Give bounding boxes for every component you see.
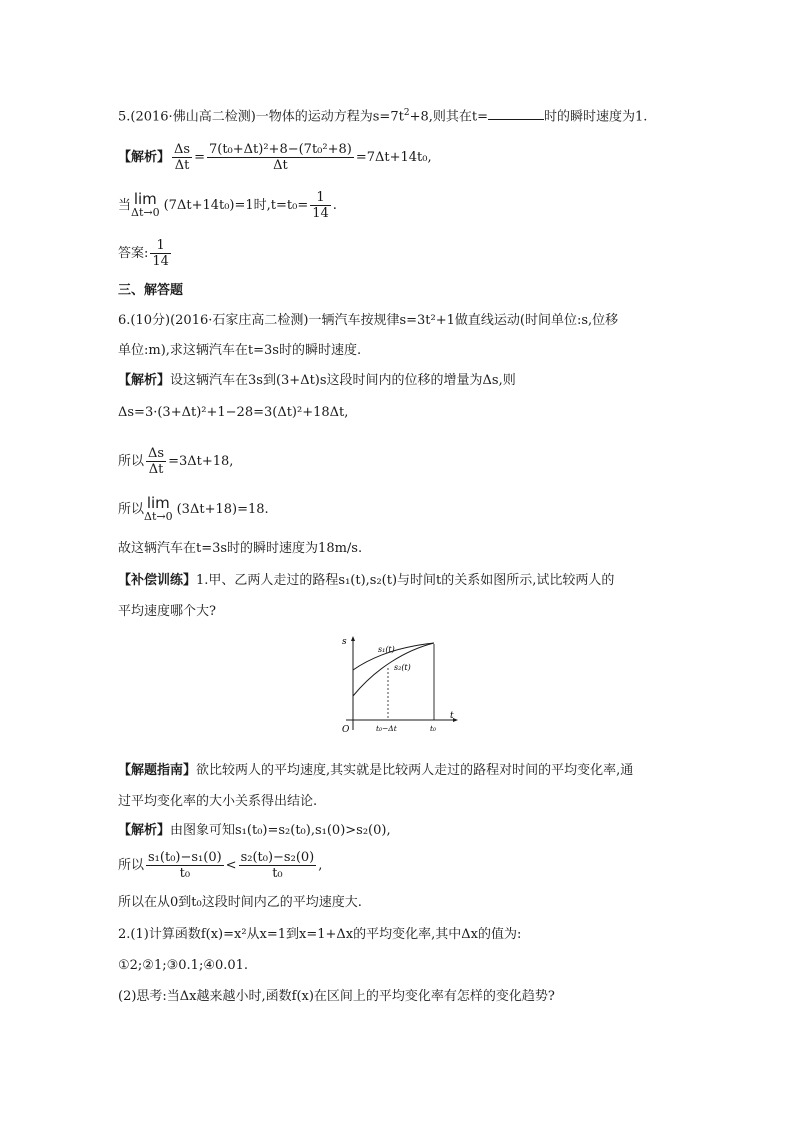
answer-blank — [488, 107, 544, 120]
fraction-denominator: Δt — [273, 158, 288, 173]
fraction-denominator: 14 — [152, 254, 169, 269]
problem-5-text-end: 时的瞬时速度为1. — [543, 109, 648, 125]
limit-subscript: Δt→0 — [144, 510, 173, 523]
ratio-result: =3Δt+18, — [168, 454, 234, 469]
problem-6-solution — [118, 372, 516, 390]
so-prefix: 所以 — [118, 502, 145, 517]
problem-5-limit — [118, 190, 337, 221]
fraction-numerator: 1 — [150, 238, 171, 254]
solution-guide — [118, 762, 633, 780]
guide-tag: 【解题指南】 — [118, 763, 197, 778]
fraction-denominator: Δt — [174, 158, 190, 173]
origin-label: O — [342, 725, 350, 735]
guide-text: 欲比较两人的平均速度,其实就是比较两人走过的路程对时间的平均变化率,通 — [196, 763, 634, 778]
problem-5 — [118, 104, 647, 126]
x-axis-label: t — [450, 711, 454, 721]
fraction-s1-rate — [146, 850, 224, 881]
exponent: 2 — [403, 108, 410, 118]
solution-result: =7Δt+14t₀, — [355, 150, 432, 165]
limit-symbol: lim — [146, 494, 170, 512]
equals-sign: = — [194, 150, 205, 165]
problem-6-line-1: 6.(10分)(2016·石家庄高二检测)一辆汽车按规律s=3t²+1做直线运动(时间单位:s,位移 — [118, 313, 619, 328]
solution-text: 设这辆汽车在3s到(3+Δt)s这段时间内的位移的增量为Δs,则 — [170, 373, 516, 388]
fraction-numerator: 7(t₀+Δt)²+8−(7t₀²+8) — [208, 142, 352, 157]
fraction-ds-dt — [146, 446, 166, 477]
fraction-1-14 — [310, 190, 331, 221]
supplementary-inequality — [118, 850, 322, 881]
limit-end: . — [332, 198, 337, 213]
solution-tag: 【解析】 — [118, 823, 171, 838]
solution-guide-line-2: 过平均变化率的大小关系得出结论. — [118, 794, 318, 809]
fraction-numerator: s₂(t₀)−s₂(0) — [240, 850, 315, 865]
supplementary-tag: 【补偿训练】 — [118, 573, 197, 588]
fraction-denominator: 14 — [312, 206, 329, 221]
tick-t0-minus-dt: t₀−Δt — [376, 724, 397, 733]
limit-result: (3Δt+18)=18. — [176, 502, 269, 517]
fraction-numerator: 1 — [310, 190, 331, 206]
distance-time-graph — [336, 634, 460, 738]
supplementary-q2-line-1: 2.(1)计算函数f(x)=x²从x=1到x=1+Δx的平均变化率,其中Δx的值为: — [118, 927, 522, 942]
problem-5-text-mid: +8,则其在t= — [409, 109, 488, 125]
fraction-expansion — [207, 142, 354, 173]
less-than-sign: < — [225, 858, 237, 873]
problem-5-text: 5.(2016·佛山高二检测)一物体的运动方程为s=7t — [118, 109, 404, 125]
problem-6-limit — [118, 496, 269, 523]
y-axis-arrow — [351, 636, 355, 641]
so-prefix: 所以 — [118, 858, 145, 873]
so-prefix: 所以 — [118, 454, 145, 469]
limit-symbol: lim — [133, 190, 157, 208]
limit-operator — [131, 192, 160, 219]
fraction-denominator: Δt — [148, 462, 164, 477]
supplementary-q1 — [118, 572, 614, 590]
fraction-ds-dt — [172, 142, 192, 173]
fraction-numerator: Δs — [174, 142, 191, 157]
limit-prefix: 当 — [118, 198, 132, 213]
problem-5-solution — [118, 142, 432, 173]
fraction-s2-rate — [239, 850, 317, 881]
tick-t0: t₀ — [430, 724, 437, 733]
curve-s1-label: s₁(t) — [378, 645, 395, 654]
problem-6-line-2: 单位:m),求这辆汽车在t=3s时的瞬时速度. — [118, 343, 362, 358]
supplementary-q2-line-3: (2)思考:当Δx越来越小时,函数f(x)在区间上的平均变化率有怎样的变化趋势? — [118, 989, 555, 1004]
inequality-end: , — [318, 858, 323, 873]
x-axis-arrow — [453, 718, 458, 722]
problem-6-delta-s: Δs=3·(3+Δt)²+1−28=3(Δt)²+18Δt, — [118, 405, 349, 420]
solution-tag: 【解析】 — [118, 373, 171, 388]
fraction-denominator: t₀ — [272, 866, 283, 881]
curve-s2-label: s₂(t) — [394, 663, 411, 672]
fraction-numerator: Δs — [148, 446, 165, 461]
problem-5-answer — [118, 238, 173, 269]
supplementary-solution — [118, 822, 391, 840]
limit-body: (7Δt+14t₀)=1时,t=t₀= — [163, 198, 309, 213]
supplementary-conclusion: 所以在从0到t₀这段时间内乙的平均速度大. — [118, 895, 362, 910]
limit-operator — [144, 496, 173, 523]
problem-6-ratio — [118, 446, 233, 477]
supplementary-q2-line-2: ①2;②1;③0.1;④0.01. — [118, 958, 249, 973]
y-axis-label: s — [342, 637, 347, 647]
answer-label: 答案: — [118, 246, 149, 261]
q1-text: 1.甲、乙两人走过的路程s₁(t),s₂(t)与时间t的关系如图所示,试比较两人的 — [196, 573, 615, 588]
fraction-numerator: s₁(t₀)−s₁(0) — [148, 850, 222, 865]
solution-text: 由图象可知s₁(t₀)=s₂(t₀),s₁(0)>s₂(0), — [170, 823, 391, 838]
fraction-denominator: t₀ — [179, 866, 191, 881]
solution-tag: 【解析】 — [118, 150, 171, 165]
limit-subscript: Δt→0 — [131, 206, 160, 219]
section-heading: 三、解答题 — [118, 283, 184, 298]
supplementary-q1-line-2: 平均速度哪个大? — [118, 604, 216, 619]
answer-fraction — [150, 238, 171, 269]
problem-6-conclusion: 故这辆汽车在t=3s时的瞬时速度为18m/s. — [118, 541, 363, 556]
